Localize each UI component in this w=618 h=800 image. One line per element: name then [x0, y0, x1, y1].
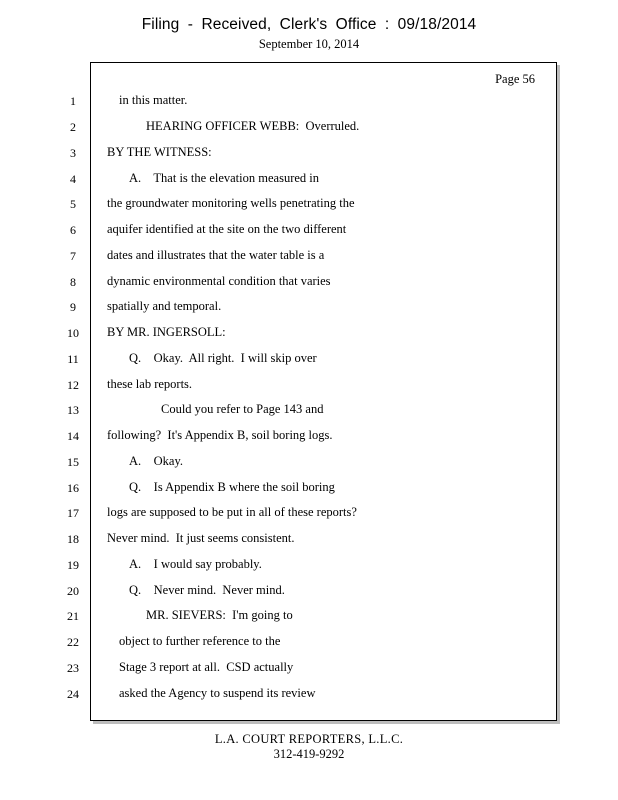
transcript-line: dynamic environmental condition that varies	[107, 274, 331, 288]
transcript-line: Stage 3 report at all. CSD actually	[119, 660, 294, 674]
transcript-line: A. Okay.	[129, 454, 184, 468]
line-number: 9	[70, 300, 76, 314]
deposition-date: September 10, 2014	[258, 37, 360, 51]
line-number: 12	[67, 378, 79, 392]
filing-stamp: Filing - Received, Clerk's Office : 09/18/2014	[141, 16, 477, 33]
transcript-line: dates and illustrates that the water table is a	[107, 248, 325, 262]
line-number: 10	[67, 326, 79, 340]
transcript-line: BY MR. INGERSOLL:	[107, 325, 226, 339]
transcript-line: aquifer identified at the site on the two different	[107, 222, 347, 236]
transcript-line: following? It's Appendix B, soil boring logs.	[107, 428, 333, 442]
line-number: 5	[70, 197, 76, 211]
transcript-line: in this matter.	[119, 93, 188, 107]
line-number: 1	[70, 94, 76, 108]
footer-company: L.A. COURT REPORTERS, L.L.C.	[214, 732, 404, 746]
line-number: 19	[67, 558, 79, 572]
transcript-line: A. I would say probably.	[129, 557, 262, 571]
line-number: 13	[67, 403, 79, 417]
transcript-line: these lab reports.	[107, 377, 193, 391]
line-number: 18	[67, 532, 79, 546]
line-number: 7	[70, 249, 76, 263]
line-number: 11	[67, 352, 79, 366]
transcript-line: asked the Agency to suspend its review	[119, 686, 316, 700]
line-number: 20	[67, 584, 79, 598]
line-number: 8	[70, 275, 76, 289]
transcript-line: Q. Never mind. Never mind.	[129, 583, 285, 597]
line-number: 22	[67, 635, 79, 649]
line-number: 21	[67, 609, 79, 623]
line-number: 4	[70, 172, 76, 186]
transcript-line: HEARING OFFICER WEBB: Overruled.	[146, 119, 360, 133]
line-number: 6	[70, 223, 76, 237]
line-number: 16	[67, 481, 79, 495]
line-number: 2	[70, 120, 76, 134]
transcript-line: A. That is the elevation measured in	[129, 171, 319, 185]
transcript-line: object to further reference to the	[119, 634, 281, 648]
transcript-line: MR. SIEVERS: I'm going to	[146, 608, 293, 622]
transcript-line: Never mind. It just seems consistent.	[107, 531, 295, 545]
transcript-line: Q. Is Appendix B where the soil boring	[129, 480, 335, 494]
transcript-line: logs are supposed to be put in all of these reports?	[107, 505, 357, 519]
transcript-line: spatially and temporal.	[107, 299, 222, 313]
line-number: 14	[67, 429, 79, 443]
line-number: 23	[67, 661, 79, 675]
footer-phone: 312-419-9292	[273, 747, 345, 761]
transcript-line: BY THE WITNESS:	[107, 145, 212, 159]
transcript-line: Q. Okay. All right. I will skip over	[129, 351, 317, 365]
line-number: 17	[67, 506, 79, 520]
transcript-line: Could you refer to Page 143 and	[161, 402, 324, 416]
transcript-line: the groundwater monitoring wells penetrating the	[107, 196, 355, 210]
line-number: 3	[70, 146, 76, 160]
line-number: 24	[67, 687, 79, 701]
line-number: 15	[67, 455, 79, 469]
page-number: Page 56	[495, 72, 535, 86]
